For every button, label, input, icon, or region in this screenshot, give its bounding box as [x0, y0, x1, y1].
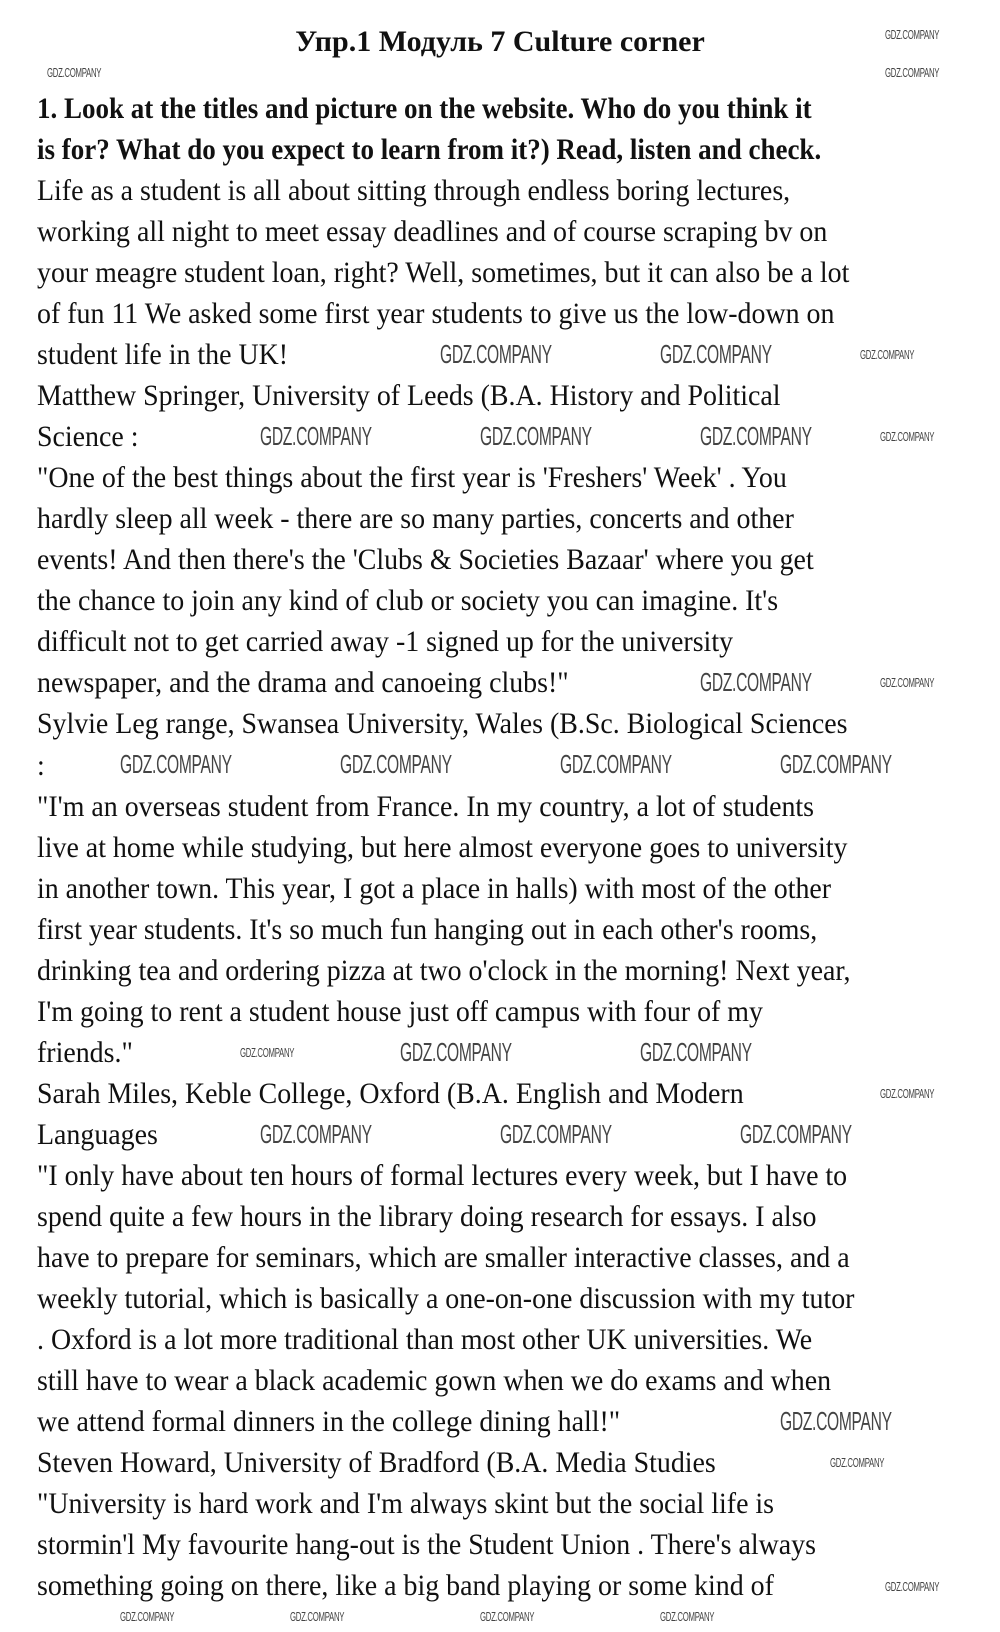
watermark: GDZ.COMPANY [340, 749, 452, 779]
watermark: GDZ.COMPANY [560, 749, 672, 779]
text-line: I'm going to rent a student house just off campus with four of my [37, 994, 763, 1028]
text-line: Steven Howard, University of Bradford (B.A. Media Studies [37, 1446, 716, 1480]
text-line: have to prepare for seminars, which are smaller interactive classes, and a [37, 1240, 850, 1274]
text-line: Matthew Springer, University of Leeds (B.A. History and Political [37, 379, 781, 413]
text-line: . Oxford is a lot more traditional than most other UK universities. We [37, 1322, 813, 1356]
watermark: GDZ.COMPANY [240, 1045, 295, 1060]
text-line: drinking tea and ordering pizza at two o'clock in the morning! Next year, [37, 953, 851, 987]
watermark: GDZ.COMPANY [830, 1455, 885, 1470]
watermark: GDZ.COMPANY [47, 65, 102, 80]
watermark: GDZ.COMPANY [660, 1609, 715, 1624]
text-line: difficult not to get carried away -1 signed up for the university [37, 625, 734, 659]
watermark: GDZ.COMPANY [400, 1037, 512, 1067]
watermark: GDZ.COMPANY [700, 421, 812, 451]
text-line: hardly sleep all week - there are so many parties, concerts and other [37, 502, 794, 536]
watermark: GDZ.COMPANY [880, 1086, 935, 1101]
text-line: student life in the UK! [37, 338, 289, 372]
text-line: : [37, 748, 45, 782]
watermark: GDZ.COMPANY [700, 667, 812, 697]
watermark: GDZ.COMPANY [260, 421, 372, 451]
text-line: stormin'l My favourite hang-out is the Student Union . There's always [37, 1528, 817, 1562]
watermark: GDZ.COMPANY [780, 749, 892, 779]
text-line: something going on there, like a big band playing or some kind of [37, 1569, 774, 1603]
watermark: GDZ.COMPANY [260, 1119, 372, 1149]
text-line: the chance to join any kind of club or society you can imagine. It's [37, 584, 779, 618]
text-line: in another town. This year, I got a place in halls) with most of the other [37, 871, 832, 905]
watermark: GDZ.COMPANY [885, 65, 940, 80]
text-line: spend quite a few hours in the library doing research for essays. I also [37, 1199, 817, 1233]
text-line: we attend formal dinners in the college dining hall!" [37, 1405, 621, 1438]
text-line: "I only have about ten hours of formal lectures every week, but I have to [37, 1158, 848, 1192]
text-line: Science : [37, 420, 139, 454]
watermark: GDZ.COMPANY [480, 421, 592, 451]
watermark: GDZ.COMPANY [440, 339, 552, 369]
watermark: GDZ.COMPANY [480, 1609, 535, 1624]
watermark: GDZ.COMPANY [290, 1609, 345, 1624]
text-line: live at home while studying, but here almost everyone goes to university [37, 830, 848, 864]
text-line: of fun 11 We asked some first year students to give us the low-down on [37, 297, 835, 331]
watermark: GDZ.COMPANY [500, 1119, 612, 1149]
page-title: Упр.1 Модуль 7 Culture corner [295, 25, 705, 58]
text-line: working all night to meet essay deadlines and of course scraping bv on [37, 215, 828, 249]
text-line: "One of the best things about the first year is 'Freshers' Week' . You [37, 461, 787, 495]
watermark: GDZ.COMPANY [120, 749, 232, 779]
exercise-instruction-line: 1. Look at the titles and picture on the website. Who do you think it [37, 92, 812, 125]
text-line: weekly tutorial, which is basically a one-on-one discussion with my tutor [37, 1281, 855, 1315]
watermark: GDZ.COMPANY [880, 429, 935, 444]
text-line: first year students. It's so much fun hanging out in each other's rooms, [37, 912, 818, 946]
text-line: newspaper, and the drama and canoeing clubs!" [37, 666, 569, 700]
text-line: your meagre student loan, right? Well, sometimes, but it can also be a lot [37, 256, 850, 290]
text-line: Life as a student is all about sitting through endless boring lectures, [37, 174, 791, 208]
text-line: "University is hard work and I'm always skint but the social life is [37, 1487, 775, 1521]
watermark: GDZ.COMPANY [120, 1609, 175, 1624]
watermark: GDZ.COMPANY [860, 347, 915, 362]
watermark: GDZ.COMPANY [660, 339, 772, 369]
text-line: friends." [37, 1035, 133, 1069]
watermark: GDZ.COMPANY [885, 1579, 940, 1594]
exercise-instruction-line: is for? What do you expect to learn from it?) Read, listen and check. [37, 133, 822, 167]
watermark: GDZ.COMPANY [640, 1037, 752, 1067]
text-line: Languages [37, 1117, 158, 1151]
text-line: Sarah Miles, Keble College, Oxford (B.A. English and Modern [37, 1076, 744, 1110]
text-line: "I'm an overseas student from France. In my country, a lot of students [37, 789, 815, 823]
text-line: Sylvie Leg range, Swansea University, Wales (B.Sc. Biological Sciences [37, 707, 848, 741]
document-body [37, 88, 916, 1606]
watermark: GDZ.COMPANY [885, 27, 940, 42]
text-line: still have to wear a black academic gown when we do exams and when [37, 1363, 832, 1397]
watermark: GDZ.COMPANY [880, 675, 935, 690]
watermark: GDZ.COMPANY [740, 1119, 852, 1149]
watermark: GDZ.COMPANY [780, 1406, 892, 1436]
text-line: events! And then there's the 'Clubs & Societies Bazaar' where you get [37, 543, 814, 577]
